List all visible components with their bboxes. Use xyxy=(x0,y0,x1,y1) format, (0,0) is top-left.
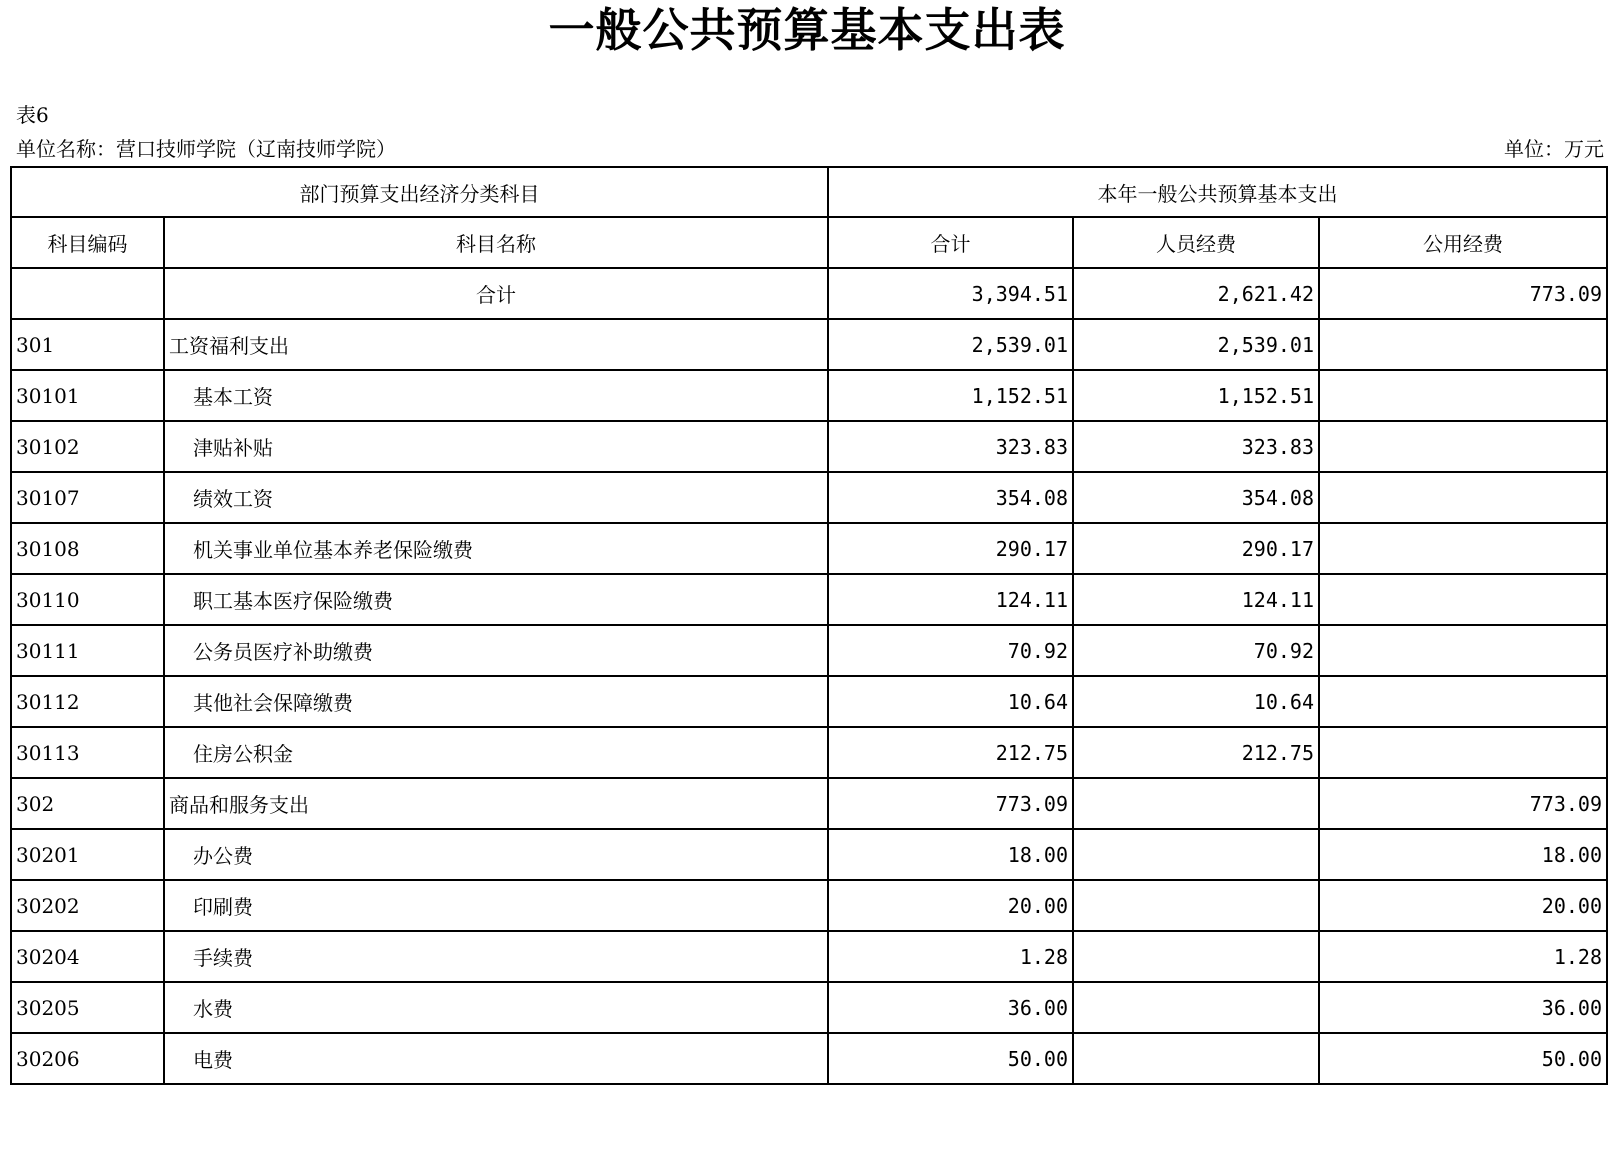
table-row xyxy=(11,778,1607,829)
row-personnel xyxy=(1073,829,1319,880)
column-header-name: 科目名称 xyxy=(164,217,828,268)
row-public xyxy=(1319,472,1607,523)
total-row-public: 773.09 xyxy=(1319,268,1607,319)
row-code: 30206 xyxy=(11,1033,164,1084)
row-name: 职工基本医疗保险缴费 xyxy=(164,574,828,625)
row-code: 30201 xyxy=(11,829,164,880)
row-total: 10.64 xyxy=(828,676,1073,727)
group-header-row xyxy=(11,167,1607,217)
row-public: 36.00 xyxy=(1319,982,1607,1033)
row-name: 公务员医疗补助缴费 xyxy=(164,625,828,676)
row-total: 1.28 xyxy=(828,931,1073,982)
row-public xyxy=(1319,727,1607,778)
table-row xyxy=(11,727,1607,778)
row-public xyxy=(1319,319,1607,370)
row-name: 其他社会保障缴费 xyxy=(164,676,828,727)
total-row-total: 3,394.51 xyxy=(828,268,1073,319)
row-public xyxy=(1319,523,1607,574)
table-row xyxy=(11,880,1607,931)
row-total: 1,152.51 xyxy=(828,370,1073,421)
row-personnel: 124.11 xyxy=(1073,574,1319,625)
budget-table xyxy=(10,166,1608,1085)
row-name: 津贴补贴 xyxy=(164,421,828,472)
table-row xyxy=(11,676,1607,727)
column-header-personnel: 人员经费 xyxy=(1073,217,1319,268)
row-code: 30205 xyxy=(11,982,164,1033)
row-total: 290.17 xyxy=(828,523,1073,574)
row-total: 20.00 xyxy=(828,880,1073,931)
row-name: 绩效工资 xyxy=(164,472,828,523)
row-personnel xyxy=(1073,931,1319,982)
row-total: 18.00 xyxy=(828,829,1073,880)
table-row xyxy=(11,982,1607,1033)
row-personnel: 354.08 xyxy=(1073,472,1319,523)
row-personnel: 10.64 xyxy=(1073,676,1319,727)
table-row xyxy=(11,370,1607,421)
row-code: 30110 xyxy=(11,574,164,625)
row-total: 50.00 xyxy=(828,1033,1073,1084)
row-name: 机关事业单位基本养老保险缴费 xyxy=(164,523,828,574)
total-row xyxy=(11,268,1607,319)
row-code: 30107 xyxy=(11,472,164,523)
row-public: 1.28 xyxy=(1319,931,1607,982)
row-personnel: 290.17 xyxy=(1073,523,1319,574)
total-row-personnel: 2,621.42 xyxy=(1073,268,1319,319)
page-title: 一般公共预算基本支出表 xyxy=(548,3,1066,57)
row-code: 30111 xyxy=(11,625,164,676)
column-header-total: 合计 xyxy=(828,217,1073,268)
total-row-label: 合计 xyxy=(164,268,828,319)
row-name: 住房公积金 xyxy=(164,727,828,778)
row-total: 773.09 xyxy=(828,778,1073,829)
row-personnel xyxy=(1073,982,1319,1033)
row-name: 商品和服务支出 xyxy=(164,778,828,829)
row-public xyxy=(1319,574,1607,625)
table-row xyxy=(11,523,1607,574)
table-row xyxy=(11,421,1607,472)
row-personnel: 212.75 xyxy=(1073,727,1319,778)
row-personnel xyxy=(1073,778,1319,829)
row-personnel: 2,539.01 xyxy=(1073,319,1319,370)
row-code: 30108 xyxy=(11,523,164,574)
row-code: 30113 xyxy=(11,727,164,778)
table-number: 表6 xyxy=(16,103,49,127)
column-header-code: 科目编码 xyxy=(11,217,164,268)
row-code: 30102 xyxy=(11,421,164,472)
column-header-public: 公用经费 xyxy=(1319,217,1607,268)
table-row xyxy=(11,931,1607,982)
row-personnel xyxy=(1073,1033,1319,1084)
table-row xyxy=(11,319,1607,370)
column-header-row xyxy=(11,217,1607,268)
total-row-code xyxy=(11,268,164,319)
row-public: 18.00 xyxy=(1319,829,1607,880)
row-name: 电费 xyxy=(164,1033,828,1084)
row-public xyxy=(1319,625,1607,676)
row-public xyxy=(1319,421,1607,472)
row-personnel xyxy=(1073,880,1319,931)
row-code: 30112 xyxy=(11,676,164,727)
row-code: 30101 xyxy=(11,370,164,421)
group-header-classification: 部门预算支出经济分类科目 xyxy=(11,167,828,217)
row-public xyxy=(1319,676,1607,727)
row-total: 2,539.01 xyxy=(828,319,1073,370)
row-name: 办公费 xyxy=(164,829,828,880)
row-code: 30204 xyxy=(11,931,164,982)
row-code: 302 xyxy=(11,778,164,829)
row-total: 36.00 xyxy=(828,982,1073,1033)
row-name: 印刷费 xyxy=(164,880,828,931)
table-row xyxy=(11,574,1607,625)
row-name: 水费 xyxy=(164,982,828,1033)
row-name: 基本工资 xyxy=(164,370,828,421)
table-row xyxy=(11,472,1607,523)
row-total: 212.75 xyxy=(828,727,1073,778)
row-personnel: 1,152.51 xyxy=(1073,370,1319,421)
row-total: 124.11 xyxy=(828,574,1073,625)
row-name: 工资福利支出 xyxy=(164,319,828,370)
row-public: 50.00 xyxy=(1319,1033,1607,1084)
row-personnel: 70.92 xyxy=(1073,625,1319,676)
table-row xyxy=(11,625,1607,676)
row-total: 70.92 xyxy=(828,625,1073,676)
table-row xyxy=(11,829,1607,880)
currency-unit: 单位：万元 xyxy=(1504,137,1604,161)
row-personnel: 323.83 xyxy=(1073,421,1319,472)
row-code: 301 xyxy=(11,319,164,370)
row-total: 323.83 xyxy=(828,421,1073,472)
row-total: 354.08 xyxy=(828,472,1073,523)
row-name: 手续费 xyxy=(164,931,828,982)
row-public: 20.00 xyxy=(1319,880,1607,931)
row-public: 773.09 xyxy=(1319,778,1607,829)
row-code: 30202 xyxy=(11,880,164,931)
unit-name: 单位名称：营口技师学院（辽南技师学院） xyxy=(16,137,396,161)
table-row xyxy=(11,1033,1607,1084)
row-public xyxy=(1319,370,1607,421)
group-header-expenditure: 本年一般公共预算基本支出 xyxy=(828,167,1607,217)
